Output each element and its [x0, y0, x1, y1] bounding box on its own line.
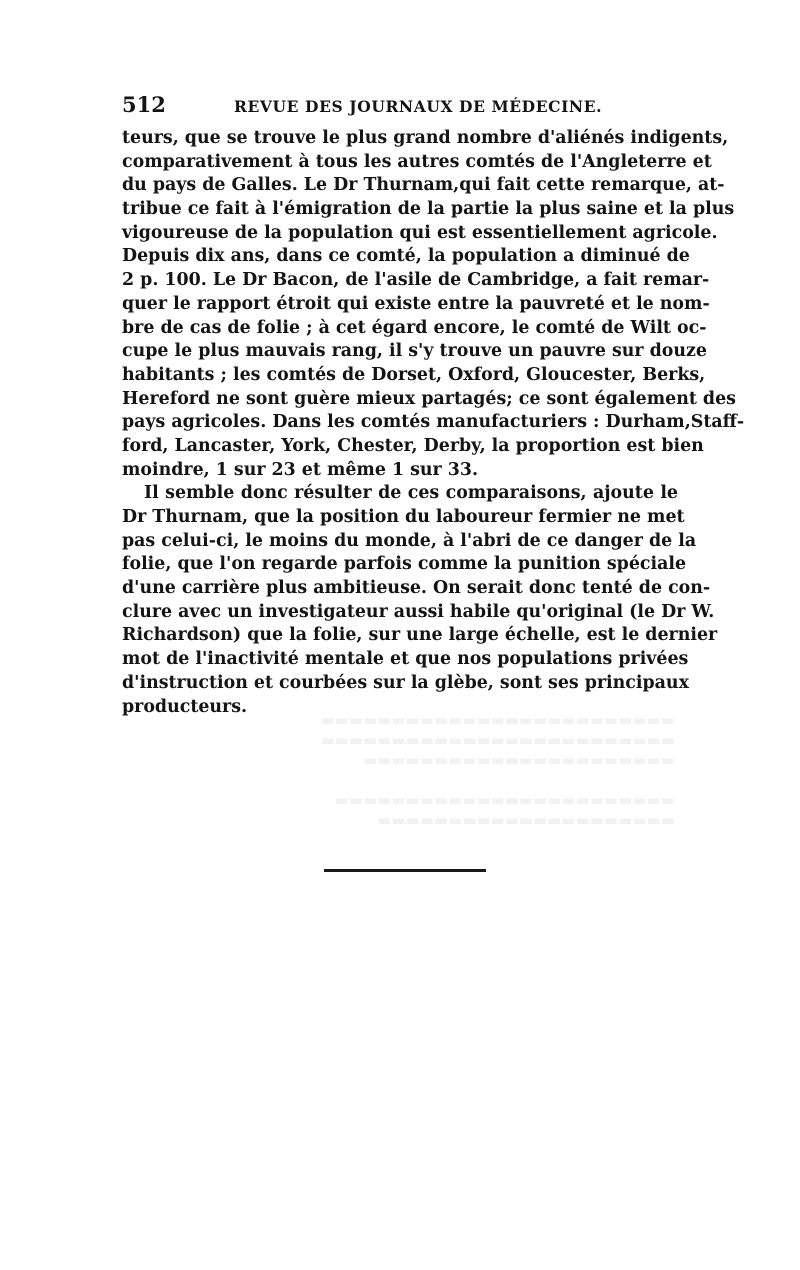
text-line: Hereford ne sont guère mieux partagés; ce sont également des — [122, 388, 736, 409]
text-line: vigoureuse de la population qui est essentiellement agricole. — [122, 222, 718, 243]
text-line: 2 p. 100. Le Dr Bacon, de l'asile de Cambridge, a fait remar- — [122, 270, 710, 291]
text-line: du pays de Galles. Le Dr Thurnam,qui fait cette remarque, at- — [122, 175, 725, 196]
text-line: quer le rapport étroit qui existe entre la pauvreté et le nom- — [122, 293, 710, 314]
text-line: Dr Thurnam, que la position du laboureur fermier ne met — [122, 507, 685, 527]
text-line: pas celui-ci, le moins du monde, à l'abri de ce danger de la — [122, 530, 697, 551]
text-line: clure avec un investigateur aussi habile qu'original (le Dr W. — [122, 601, 715, 622]
text-line: tribue ce fait à l'émigration de la partie la plus saine et la plus — [122, 199, 735, 220]
text-line: d'une carrière plus ambitieuse. On serait donc tenté de con- — [122, 578, 711, 599]
text-line: pays agricoles. Dans les comtés manufacturiers : Durham,Staff- — [122, 412, 745, 433]
text-line: mot de l'inactivité mentale et que nos populations privées — [122, 649, 689, 670]
text-line: folie, que l'on regarde parfois comme la punition spéciale — [122, 554, 687, 575]
show-through-texture: ▬▬▬▬▬▬▬▬▬▬▬▬▬▬▬▬▬▬▬▬▬▬▬▬▬ ▬▬▬▬▬▬▬▬▬▬▬▬▬▬▬▬▬▬▬▬▬▬▬▬▬ ▬▬▬▬▬▬▬▬▬▬▬▬▬▬▬▬▬▬▬▬▬▬ ▬▬▬▬▬▬▬▬▬▬▬▬▬▬▬▬▬▬▬▬▬▬▬▬ ▬▬▬▬▬▬▬▬▬▬▬▬▬▬▬▬▬▬▬▬▬ — [320, 711, 675, 829]
running-title: REVUE DES JOURNAUX DE MÉDECINE. — [234, 97, 603, 116]
page-number: 512 — [122, 92, 166, 117]
text-line: d'instruction et courbées sur la glèbe, sont ses principaux — [122, 672, 689, 693]
end-rule — [324, 869, 486, 872]
text-line: bre de cas de folie ; à cet égard encore, le comté de Wilt oc- — [122, 317, 707, 338]
text-line: moindre, 1 sur 23 et même 1 sur 33. — [122, 459, 479, 480]
text-line: cupe le plus mauvais rang, il s'y trouve un pauvre sur douze — [122, 341, 707, 362]
page-header — [122, 92, 677, 122]
text-line: comparativement à tous les autres comtés de l'Angleterre et — [122, 151, 712, 172]
text-line: ford, Lancaster, York, Chester, Derby, la proportion est bien — [122, 435, 704, 456]
text-line: producteurs. — [122, 696, 248, 717]
text-line: teurs, que se trouve le plus grand nombre d'aliénés indigents, — [122, 128, 729, 148]
paragraph-start-line: Il semble donc résulter de ces comparaisons, ajoute le — [144, 483, 678, 504]
text-line: Depuis dix ans, dans ce comté, la population a diminué de — [122, 246, 690, 267]
text-line: Richardson) que la folie, sur une large échelle, est le dernier — [122, 625, 718, 646]
body-text — [122, 127, 745, 719]
text-line: habitants ; les comtés de Dorset, Oxford, Gloucester, Berks, — [122, 364, 706, 385]
